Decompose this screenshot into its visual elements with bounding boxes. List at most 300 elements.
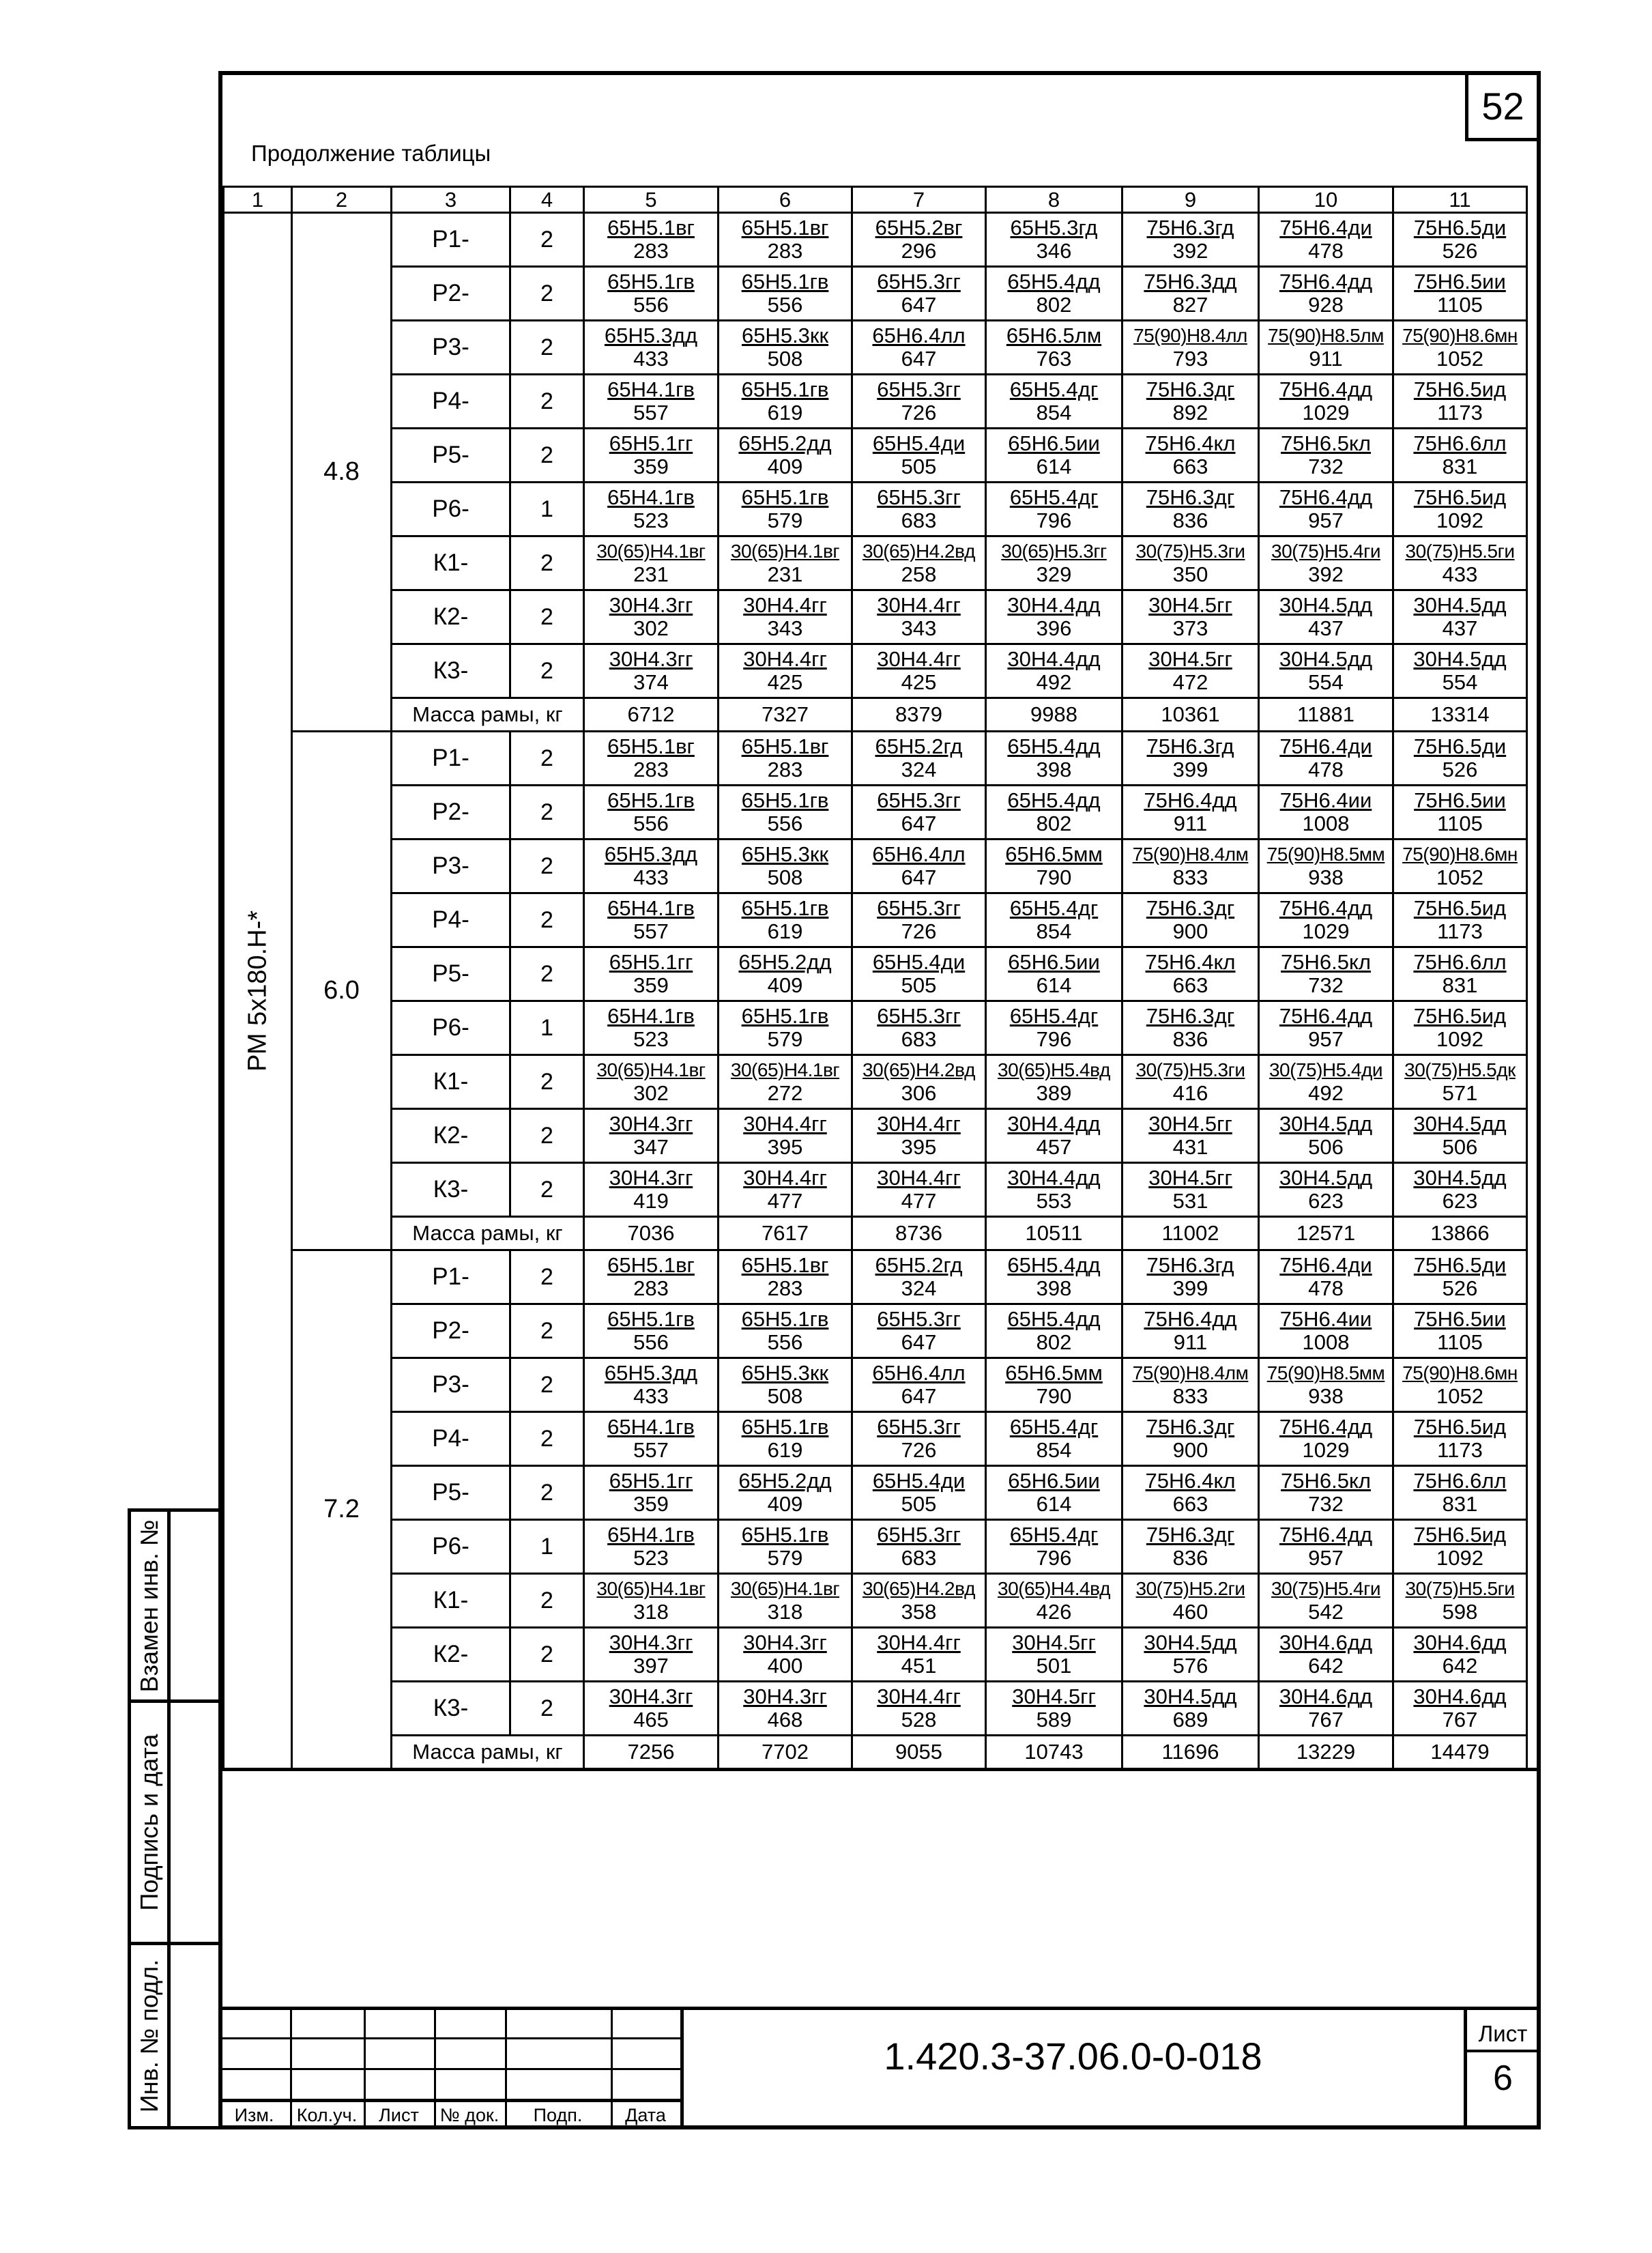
mark-name: 65Н5.3гг: [877, 1004, 961, 1028]
mark-pair: [987, 214, 1121, 266]
table-row: [224, 732, 1527, 786]
mark-pair: [1260, 645, 1392, 697]
element-cell: [986, 1304, 1122, 1358]
mark-weight: 318: [633, 1600, 669, 1624]
element-qty: 2: [510, 536, 584, 590]
element-cell: [584, 1574, 719, 1628]
mark-pair: [987, 268, 1121, 319]
mark-name: 30Н4.3гг: [609, 1684, 693, 1708]
mark-name: 65Н5.1гв: [741, 377, 829, 401]
element-cell: [1122, 786, 1259, 840]
mark-pair: [585, 1359, 717, 1411]
element-qty: 2: [510, 1466, 584, 1520]
element-cell: [719, 483, 852, 536]
mark-name: 65Н5.4дг: [1009, 1004, 1099, 1028]
mark-name: 65Н5.2вг: [875, 216, 963, 240]
mark-weight: 619: [767, 919, 803, 943]
mark-pair: [585, 1110, 717, 1162]
mark-weight: 1008: [1302, 1330, 1350, 1354]
mark-weight: 623: [1308, 1189, 1344, 1213]
mark-name: 75(90)Н8.4лл: [1133, 325, 1247, 346]
element-cell: [1393, 213, 1527, 267]
mark-weight: 302: [633, 616, 669, 640]
mark-pair: [1260, 1002, 1392, 1054]
mark-pair: [1394, 1628, 1526, 1680]
mark-pair: [1394, 948, 1526, 1000]
mark-weight: 831: [1442, 455, 1478, 478]
mark-weight: 556: [633, 812, 669, 835]
element-cell: [852, 1412, 986, 1466]
header-cell: 6: [719, 187, 852, 213]
mark-name: 65Н5.4дд: [1007, 1307, 1101, 1331]
page-number-box: [1465, 71, 1541, 141]
mark-name: 30Н4.5гг: [1148, 1112, 1232, 1136]
element-cell: [719, 213, 852, 267]
mark-pair: [1260, 1575, 1392, 1626]
element-cell: [852, 644, 986, 698]
element-qty: 2: [510, 1574, 584, 1628]
element-cell: [1122, 644, 1259, 698]
mark-name: 30Н4.5дд: [1413, 593, 1507, 617]
element-type: Р1-: [392, 213, 510, 267]
mark-weight: 396: [1036, 616, 1072, 640]
mark-name: 65Н5.1гв: [607, 270, 695, 293]
mark-pair: [1123, 894, 1258, 946]
element-cell: [584, 1628, 719, 1682]
element-cell: [1259, 786, 1393, 840]
mark-weight: 1105: [1437, 293, 1483, 317]
element-cell: [719, 1358, 852, 1412]
mark-name: 75Н6.5ид: [1413, 377, 1507, 401]
mark-pair: [1123, 268, 1258, 319]
mark-weight: 523: [633, 508, 669, 532]
mark-pair: [853, 1359, 985, 1411]
mark-name: 30(65)Н4.2вд: [863, 541, 975, 562]
mark-pair: [987, 645, 1121, 697]
table-row: [224, 1055, 1527, 1109]
mark-pair: [1394, 321, 1526, 373]
element-cell: [1122, 1109, 1259, 1163]
element-cell: [719, 1628, 852, 1682]
table-continuation-caption: Продолжение таблицы: [251, 141, 491, 166]
mark-name: 75Н6.3дд: [1144, 270, 1237, 293]
mark-name: 30(65)Н4.1вг: [730, 541, 840, 562]
mark-weight: 1052: [1436, 1384, 1483, 1408]
mass-value: 10743: [986, 1736, 1122, 1769]
mass-value: 12571: [1259, 1217, 1393, 1250]
mark-pair: [1260, 429, 1392, 481]
mark-weight: 398: [1036, 758, 1072, 781]
mark-name: 65Н5.4дд: [1007, 1253, 1101, 1277]
mark-name: 75Н6.5ид: [1413, 1004, 1507, 1028]
mark-pair: [1260, 1110, 1392, 1162]
mark-weight: 373: [1172, 616, 1208, 640]
mark-name: 65Н5.1гг: [609, 950, 693, 974]
mark-name: 30Н4.4гг: [877, 1112, 961, 1136]
mass-value: 7256: [584, 1736, 719, 1769]
element-cell: [986, 590, 1122, 644]
element-cell: [1122, 1628, 1259, 1682]
element-cell: [986, 1574, 1122, 1628]
mark-weight: 647: [901, 865, 937, 889]
mark-weight: 478: [1308, 758, 1344, 781]
mark-name: 65Н5.4дд: [1007, 270, 1101, 293]
mark-name: 75Н6.5ди: [1413, 734, 1507, 758]
mark-name: 65Н5.1гг: [609, 431, 693, 455]
mark-pair: [1394, 1056, 1526, 1108]
mark-pair: [719, 1628, 851, 1680]
element-qty: 2: [510, 1250, 584, 1304]
mark-weight: 324: [901, 1276, 937, 1300]
mass-label: Масса рамы, кг: [392, 698, 584, 732]
mark-name: 30Н4.3гг: [609, 1631, 693, 1654]
mark-weight: 526: [1442, 1276, 1478, 1300]
element-cell: [852, 1358, 986, 1412]
header-cell: 5: [584, 187, 719, 213]
mark-weight: 767: [1308, 1708, 1344, 1732]
element-cell: [719, 732, 852, 786]
mark-name: 75Н6.4ии: [1279, 788, 1372, 812]
element-cell: [584, 732, 719, 786]
element-cell: [1122, 947, 1259, 1001]
mark-name: 75(90)Н8.6мн: [1402, 325, 1518, 346]
mark-name: 30Н4.4гг: [877, 1684, 961, 1708]
element-cell: [584, 1358, 719, 1412]
mark-weight: 796: [1036, 1027, 1072, 1051]
table-row: [224, 1358, 1527, 1412]
mark-weight: 1173: [1437, 1438, 1483, 1462]
mark-weight: 505: [901, 1492, 937, 1516]
element-cell: [852, 1304, 986, 1358]
mark-pair: [987, 840, 1121, 892]
mark-weight: 663: [1172, 1492, 1208, 1516]
element-cell: [1259, 1163, 1393, 1217]
mark-weight: 477: [901, 1189, 937, 1213]
element-cell: [1393, 267, 1527, 321]
element-cell: [986, 1001, 1122, 1055]
element-cell: [852, 947, 986, 1001]
mark-pair: [1260, 1467, 1392, 1519]
mark-name: 30Н4.4гг: [743, 647, 827, 671]
element-cell: [852, 1055, 986, 1109]
mark-pair: [585, 1575, 717, 1626]
mark-weight: 614: [1036, 455, 1072, 478]
mark-pair: [1123, 786, 1258, 838]
table-row: [224, 1250, 1527, 1304]
mark-weight: 398: [1036, 1276, 1072, 1300]
mark-pair: [719, 1521, 851, 1573]
mark-name: 65Н5.1гв: [741, 1307, 829, 1331]
mark-name: 65Н5.3гг: [877, 1523, 961, 1547]
element-type: Р4-: [392, 1412, 510, 1466]
tb-col-qty: Кол.уч.: [296, 2105, 358, 2125]
mark-pair: [1123, 1628, 1258, 1680]
mark-pair: [585, 1251, 717, 1303]
mark-weight: 831: [1442, 973, 1478, 997]
mark-pair: [1260, 1682, 1392, 1734]
mark-pair: [987, 786, 1121, 838]
element-cell: [1259, 536, 1393, 590]
mark-name: 65Н6.5ии: [1008, 431, 1100, 455]
mark-weight: 1092: [1436, 508, 1483, 532]
mark-pair: [719, 1164, 851, 1216]
mark-pair: [1394, 732, 1526, 784]
element-cell: [1122, 1520, 1259, 1574]
element-type: К3-: [392, 1682, 510, 1736]
mark-weight: 302: [633, 1081, 669, 1105]
table-row: [224, 267, 1527, 321]
mark-weight: 409: [767, 1492, 803, 1516]
mark-name: 65Н5.4дд: [1007, 734, 1101, 758]
mark-pair: [1394, 1002, 1526, 1054]
mark-name: 65Н6.4лл: [872, 842, 966, 866]
mark-pair: [1123, 1521, 1258, 1573]
element-cell: [852, 321, 986, 375]
mark-weight: 557: [633, 401, 669, 425]
mark-name: 30(75)Н5.3ги: [1135, 1059, 1245, 1080]
mark-weight: 350: [1172, 562, 1208, 586]
element-cell: [986, 429, 1122, 483]
mark-name: 65Н5.1гв: [607, 1307, 695, 1331]
element-cell: [1122, 1466, 1259, 1520]
mark-pair: [853, 1682, 985, 1734]
mark-name: 30(75)Н5.4ги: [1271, 1578, 1380, 1599]
element-cell: [1259, 1055, 1393, 1109]
mark-name: 75Н6.3дг: [1146, 377, 1235, 401]
element-cell: [1122, 1574, 1259, 1628]
mark-weight: 833: [1172, 1384, 1208, 1408]
element-cell: [852, 1109, 986, 1163]
element-qty: 2: [510, 1628, 584, 1682]
mark-name: 30Н4.5дд: [1413, 1112, 1507, 1136]
mark-weight: 647: [901, 347, 937, 371]
element-cell: [986, 1163, 1122, 1217]
mark-name: 30Н4.5гг: [1148, 647, 1232, 671]
mark-name: 75Н6.3дг: [1146, 1523, 1235, 1547]
mark-name: 65Н5.1гг: [609, 1469, 693, 1493]
mark-pair: [1260, 1251, 1392, 1303]
mark-pair: [1260, 268, 1392, 319]
mark-name: 30(65)Н5.3гг: [1001, 541, 1107, 562]
mark-name: 75(90)Н8.4лм: [1132, 844, 1249, 865]
element-cell: [1122, 1682, 1259, 1736]
mark-pair: [1260, 1628, 1392, 1680]
mark-name: 75(90)Н8.5мм: [1266, 844, 1385, 865]
mark-name: 65Н5.1гв: [741, 485, 829, 509]
element-cell: [852, 1574, 986, 1628]
element-cell: [986, 483, 1122, 536]
mass-value: 9988: [986, 698, 1122, 732]
mass-value: 10511: [986, 1217, 1122, 1250]
mark-weight: 433: [633, 1384, 669, 1408]
mark-weight: 283: [633, 239, 669, 263]
mark-weight: 802: [1036, 1330, 1072, 1354]
mark-weight: 726: [901, 1438, 937, 1462]
mark-name: 65Н5.1вг: [607, 734, 695, 758]
mark-pair: [719, 645, 851, 697]
mark-name: 65Н5.1гв: [741, 1004, 829, 1028]
mark-pair: [719, 1682, 851, 1734]
element-cell: [1393, 786, 1527, 840]
element-qty: 2: [510, 1055, 584, 1109]
element-cell: [719, 1109, 852, 1163]
mark-name: 65Н4.1гв: [607, 896, 695, 920]
mass-value: 7327: [719, 698, 852, 732]
mark-pair: [1394, 429, 1526, 481]
mark-weight: 663: [1172, 455, 1208, 478]
mark-weight: 231: [767, 562, 803, 586]
mark-weight: 911: [1173, 1330, 1208, 1354]
mark-name: 75Н6.5ид: [1413, 485, 1507, 509]
element-cell: [1259, 732, 1393, 786]
mark-weight: 346: [1036, 239, 1072, 263]
element-qty: 2: [510, 1682, 584, 1736]
mark-name: 75Н6.6лл: [1413, 1469, 1507, 1493]
element-cell: [1259, 1574, 1393, 1628]
mark-name: 65Н5.2дд: [738, 431, 832, 455]
element-type: Р1-: [392, 1250, 510, 1304]
mark-weight: 614: [1036, 1492, 1072, 1516]
mark-name: 65Н5.1вг: [741, 1253, 829, 1277]
mark-pair: [1260, 375, 1392, 427]
element-cell: [584, 1001, 719, 1055]
mark-pair: [1394, 1251, 1526, 1303]
element-cell: [852, 483, 986, 536]
element-type: К1-: [392, 1574, 510, 1628]
mark-weight: 399: [1172, 1276, 1208, 1300]
mark-pair: [1123, 214, 1258, 266]
mark-name: 75Н6.4дд: [1279, 485, 1373, 509]
mark-pair: [853, 894, 985, 946]
element-cell: [1122, 213, 1259, 267]
table-row: [224, 1001, 1527, 1055]
mark-pair: [987, 1628, 1121, 1680]
mark-weight: 478: [1308, 1276, 1344, 1300]
mark-weight: 523: [633, 1027, 669, 1051]
element-cell: [852, 375, 986, 429]
mark-weight: 472: [1172, 670, 1208, 694]
mark-name: 75(90)Н8.5мм: [1266, 1362, 1385, 1383]
mark-weight: 523: [633, 1546, 669, 1570]
element-cell: [1259, 1682, 1393, 1736]
mark-weight: 732: [1308, 455, 1344, 478]
element-cell: [584, 483, 719, 536]
element-cell: [852, 1250, 986, 1304]
mark-weight: 833: [1172, 865, 1208, 889]
mark-weight: 556: [767, 1330, 803, 1354]
element-cell: [1259, 483, 1393, 536]
mark-weight: 619: [767, 401, 803, 425]
element-cell: [1393, 536, 1527, 590]
element-type: Р5-: [392, 1466, 510, 1520]
mark-weight: 726: [901, 919, 937, 943]
mark-pair: [853, 948, 985, 1000]
mass-value: 8736: [852, 1217, 986, 1250]
mark-weight: 556: [633, 293, 669, 317]
mark-pair: [585, 1164, 717, 1216]
mark-weight: 397: [633, 1654, 669, 1678]
mark-weight: 767: [1442, 1708, 1478, 1732]
mark-pair: [1394, 1110, 1526, 1162]
mark-pair: [1123, 591, 1258, 643]
mark-weight: 892: [1172, 401, 1208, 425]
mark-pair: [1123, 1110, 1258, 1162]
mark-pair: [987, 732, 1121, 784]
mark-name: 75Н6.5кл: [1281, 1469, 1371, 1493]
header-cell: 7: [852, 187, 986, 213]
mark-name: 30(65)Н4.1вг: [730, 1059, 840, 1080]
element-type: Р2-: [392, 786, 510, 840]
mark-pair: [987, 1413, 1121, 1465]
mark-weight: 1105: [1437, 1330, 1483, 1354]
mark-pair: [1394, 591, 1526, 643]
mark-name: 65Н5.3гг: [877, 485, 961, 509]
mark-name: 65Н6.4лл: [872, 324, 966, 347]
element-cell: [719, 375, 852, 429]
mark-pair: [987, 1575, 1121, 1626]
mark-weight: 647: [901, 812, 937, 835]
mark-pair: [719, 1467, 851, 1519]
mark-pair: [853, 1110, 985, 1162]
mark-name: 65Н5.1гв: [741, 1523, 829, 1547]
mark-pair: [987, 1251, 1121, 1303]
mark-name: 65Н5.1вг: [607, 1253, 695, 1277]
mark-weight: 531: [1172, 1189, 1208, 1213]
element-cell: [986, 375, 1122, 429]
element-cell: [584, 1163, 719, 1217]
element-cell: [1393, 375, 1527, 429]
signature-date-box: [128, 1699, 222, 1945]
mark-pair: [987, 1056, 1121, 1108]
mark-name: 65Н6.5лм: [1006, 324, 1102, 347]
mark-pair: [585, 429, 717, 481]
mark-weight: 557: [633, 1438, 669, 1462]
element-cell: [852, 590, 986, 644]
replacement-inv-label: Взамен инв. №: [134, 1519, 163, 1692]
mark-weight: 614: [1036, 973, 1072, 997]
element-cell: [1393, 1682, 1527, 1736]
mark-weight: 306: [901, 1081, 937, 1105]
mark-pair: [853, 1164, 985, 1216]
mark-pair: [853, 321, 985, 373]
mark-name: 65Н4.1гв: [607, 1004, 695, 1028]
mark-pair: [719, 786, 851, 838]
mark-weight: 1092: [1436, 1546, 1483, 1570]
table-row: [224, 1109, 1527, 1163]
element-cell: [852, 1001, 986, 1055]
mark-weight: 526: [1442, 239, 1478, 263]
element-cell: [719, 644, 852, 698]
mark-name: 65Н5.4дг: [1009, 1415, 1099, 1439]
element-cell: [1259, 267, 1393, 321]
mark-name: 65Н5.3дд: [604, 324, 698, 347]
element-type: К3-: [392, 644, 510, 698]
mark-pair: [1260, 1521, 1392, 1573]
element-cell: [719, 1055, 852, 1109]
mark-weight: 911: [1173, 812, 1208, 835]
mark-name: 30(65)Н4.1вг: [596, 1059, 706, 1080]
mark-name: 30(65)Н4.2вд: [863, 1059, 975, 1080]
element-cell: [1393, 1304, 1527, 1358]
mark-pair: [987, 1002, 1121, 1054]
mark-pair: [1123, 375, 1258, 427]
element-cell: [1393, 1163, 1527, 1217]
element-qty: 2: [510, 1163, 584, 1217]
table-row: [224, 644, 1527, 698]
mark-name: 30Н4.3гг: [609, 593, 693, 617]
mark-weight: 343: [901, 616, 937, 640]
mark-pair: [987, 948, 1121, 1000]
